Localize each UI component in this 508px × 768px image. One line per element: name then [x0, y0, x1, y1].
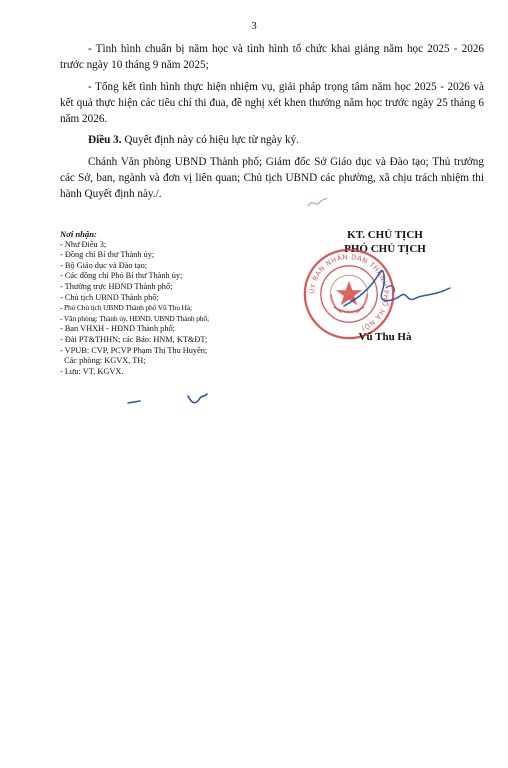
recipient-item: - Đài PT&THHN; các Báo: HNM, KT&ĐT; [60, 334, 208, 344]
handwritten-signature [338, 258, 458, 320]
recipient-item: - Văn phòng: Thành ủy, HĐND, UBND Thành phố; [60, 313, 209, 323]
recipient-item: - Phó Chủ tịch UBND Thành phố Vũ Thu Hà; [60, 303, 192, 313]
handwritten-mark [126, 392, 210, 408]
paragraph-year-end-summary: - Tổng kết tình hình thực hiện nhiệm vụ, giải pháp trọng tâm năm học 2025 - 2026 và kết quả thực hiện các tiêu chí thi đua, đề nghị xét khen thưởng năm học trước ngày 25 tháng 6 năm 2026. [60, 80, 484, 126]
signature-title-line-2: PHÓ CHỦ TỊCH [344, 243, 426, 255]
recipients-title: Nơi nhận: [60, 229, 97, 239]
recipient-item: - Như Điều 3; [60, 239, 107, 249]
recipient-item: - Lưu: VT, KGVX. [60, 366, 124, 376]
recipient-item: Các phòng: KGVX, TH; [60, 356, 146, 366]
article-3-text: Quyết định này có hiệu lực từ ngày ký. [121, 134, 299, 147]
document-body [60, 41, 484, 208]
article-3-paragraph [60, 132, 484, 148]
signer-name: Vũ Thu Hà [358, 331, 412, 343]
recipients-list [60, 229, 310, 377]
paragraph-responsibility: Chánh Văn phòng UBND Thành phố; Giám đốc Sở Giáo dục và Đào tạo; Thủ trưởng các Sở, ban, ngành và đơn vị liên quan; Chủ tịch UBND các phường, xã chịu trách nhiệm thi hành Quyết định này./. [60, 155, 484, 201]
recipient-item: - Các đồng chí Phó Bí thư Thành ủy; [60, 271, 183, 281]
signature-title-line-1: KT. CHỦ TỊCH [347, 229, 423, 241]
paragraph-school-year-preparation: - Tình hình chuẩn bị năm học và tình hình tổ chức khai giảng năm học 2025 - 2026 trước ngày 10 tháng 9 năm 2025; [60, 43, 484, 72]
recipient-item: - Chủ tịch UBND Thành phố; [60, 292, 159, 302]
initial-mark [306, 196, 328, 210]
recipient-item: - Bộ Giáo dục và Đào tạo; [60, 260, 148, 270]
recipient-item: - Đồng chí Bí thư Thành ủy; [60, 250, 155, 260]
recipient-item: - Ban VHXH - HĐND Thành phố; [60, 324, 175, 334]
article-3-label: Điều 3. [88, 134, 122, 147]
seal-text: ỦY BAN NHÂN DÂN THÀNH PHỐ HÀ NỘI [308, 253, 390, 333]
recipient-item: - VPUB: CVP, PCVP Phạm Thị Thu Huyền; [60, 345, 208, 355]
recipient-item: - Thường trực HĐND Thành phố; [60, 281, 173, 291]
page-number: 3 [251, 20, 257, 32]
